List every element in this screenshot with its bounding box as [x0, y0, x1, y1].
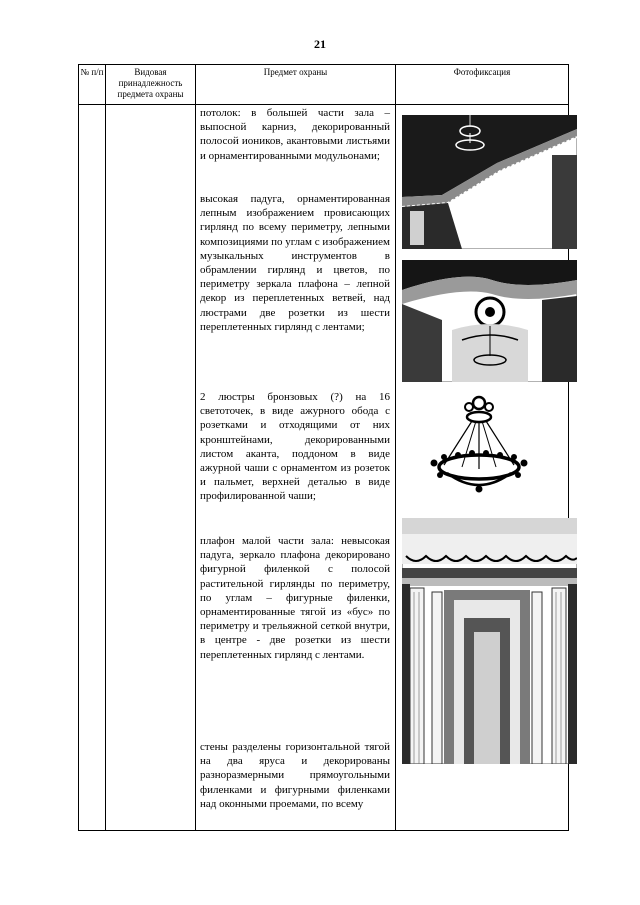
header-type: Видовая принадлежность предмета охраны [117, 67, 184, 99]
ceiling-cornice-photo [402, 115, 577, 249]
header-number: № п/п [80, 67, 104, 77]
subject-chandelier-paragraph: 2 люстры бронзовых (?) на 16 светоточек, в виде ажурного обода с розетками и отходящими от них кронштейнами, декорированными листом аканта, поддоном в виде ажурной чаши с орнаментом из розеток и пальмет, верхней деталью в виде профилированной чаши; [200, 391, 390, 503]
subject-ceiling-paragraph: потолок: в большей части зала – выпосной карниз, декорированный полосой иоников, акантовыми листьями и орнаментированными модульонами; [200, 107, 390, 162]
small-hall-ceiling-columns-photo [402, 518, 577, 764]
page-number: 21 [314, 37, 326, 51]
subject-small-hall-paragraph: плафон малой части зала: невысокая падуга, зеркало плафона декорировано фигурной филенкой с полосой растительной гирлянды по периметру, по углам – фигурные филенки, орнаментированные тягой из «бус» по периметру и трельяжной сеткой внутри, в центре - две розетки из шести переплетенных гирлянд с лентами. [200, 535, 390, 661]
header-subject: Предмет охраны [263, 67, 328, 77]
bronze-chandelier-photo [422, 393, 537, 498]
subject-walls-paragraph: стены разделены горизонтальной тягой на два яруса и декорированы разноразмерными прямоугольными филенками и фигурными филенками над оконными проемами, по всему [200, 741, 390, 810]
header-photo: Фотофиксация [453, 67, 511, 77]
subject-padouga-paragraph: высокая падуга, орнаментированная лепным изображением провисающих гирлянд по всему периметру, лепными композициями по углам с изображением музыкальных инструментов в обрамлении гирлянд и цветов, по периметру зеркала плафона – лепной декор из переплетенных ветвей, над люстрами две розетки из шести переплетенных гирлянд с лентами; [200, 193, 390, 333]
ceiling-corner-composition-photo [402, 260, 577, 382]
